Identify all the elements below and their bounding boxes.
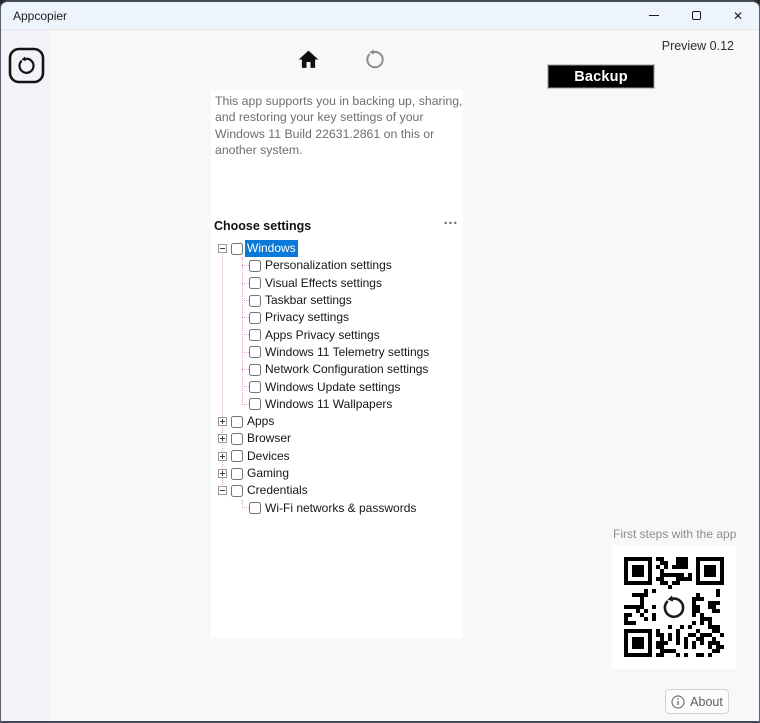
refresh-icon [364, 48, 386, 70]
checkbox[interactable] [231, 450, 243, 462]
settings-menu-button[interactable]: … [443, 211, 459, 228]
home-button[interactable] [298, 50, 320, 70]
tree-node-label: Wi-Fi networks & passwords [265, 500, 417, 515]
tree-node[interactable] [211, 361, 463, 378]
collapse-icon[interactable] [218, 244, 227, 253]
qr-caption: First steps with the app [613, 527, 737, 541]
checkbox[interactable] [249, 329, 261, 341]
tree-node[interactable] [211, 240, 463, 257]
tree-node-label: Apps Privacy settings [265, 327, 380, 342]
choose-settings-title: Choose settings [214, 219, 312, 233]
checkbox[interactable] [231, 433, 243, 445]
tree-node-label: Gaming [247, 466, 290, 480]
tree-node-label: Windows [247, 241, 296, 256]
tree-node-label: Privacy settings [265, 310, 350, 325]
checkbox[interactable] [231, 243, 243, 255]
tree-node[interactable] [211, 344, 463, 361]
tree-node[interactable] [211, 396, 463, 413]
maximize-button[interactable] [675, 2, 717, 29]
tree-node[interactable] [211, 292, 463, 309]
tree-node-label: Taskbar settings [265, 293, 352, 308]
backup-button-label: Backup [574, 68, 628, 85]
tree-node-label: Personalization settings [265, 258, 392, 273]
tree-node-label: Devices [247, 448, 290, 463]
settings-tree [211, 240, 463, 517]
backup-button[interactable] [548, 65, 654, 88]
qr-code [612, 545, 736, 669]
qr-center-logo-icon [656, 589, 692, 625]
checkbox[interactable] [249, 260, 261, 272]
tree-node[interactable] [211, 413, 463, 430]
tree-node[interactable] [211, 482, 463, 499]
expand-icon[interactable] [218, 434, 227, 443]
expand-icon[interactable] [218, 452, 227, 461]
tree-node[interactable] [211, 309, 463, 326]
tree-node[interactable] [211, 430, 463, 447]
minimize-icon [649, 15, 659, 16]
collapse-icon[interactable] [218, 486, 227, 495]
window-controls [633, 2, 759, 29]
tree-node-label: Credentials [247, 483, 308, 498]
tree-node-label: Apps [247, 414, 275, 429]
checkbox[interactable] [249, 364, 261, 376]
tree-node-label: Windows 11 Wallpapers [265, 396, 393, 411]
main-panel [211, 90, 463, 638]
tree-node[interactable] [211, 499, 463, 516]
tree-node[interactable] [211, 257, 463, 274]
expand-icon[interactable] [218, 469, 227, 478]
checkbox[interactable] [249, 346, 261, 358]
tree-node-label: Windows Update settings [265, 379, 401, 394]
about-button[interactable] [665, 689, 729, 714]
checkbox[interactable] [231, 416, 243, 428]
checkbox[interactable] [231, 468, 243, 480]
window-title: Appcopier [13, 8, 68, 23]
tree-node[interactable] [211, 448, 463, 465]
tree-node-label: Browser [247, 431, 292, 446]
tree-node[interactable] [211, 326, 463, 343]
tree-node-label: Network Configuration settings [265, 362, 429, 377]
checkbox[interactable] [249, 398, 261, 410]
maximize-icon [692, 11, 701, 20]
version-label: Preview 0.12 [661, 39, 734, 53]
minimize-button[interactable] [633, 2, 675, 29]
checkbox[interactable] [249, 277, 261, 289]
tree-node[interactable] [211, 465, 463, 482]
checkbox[interactable] [249, 295, 261, 307]
checkbox[interactable] [249, 502, 261, 514]
refresh-button[interactable] [364, 48, 386, 70]
close-button[interactable] [717, 2, 759, 29]
home-icon [298, 50, 319, 69]
checkbox[interactable] [249, 381, 261, 393]
expand-icon[interactable] [218, 417, 227, 426]
checkbox[interactable] [231, 485, 243, 497]
sidebar [1, 30, 51, 721]
tree-node-label: Windows 11 Telemetry settings [265, 344, 430, 359]
close-icon: ✕ [732, 8, 744, 23]
tree-node[interactable] [211, 378, 463, 395]
about-button-label: About [690, 694, 723, 709]
app-description: This app supports you in backing up, sharing, and restoring your key settings of your Windows 11 Build 22631.2861 on this or another system. [215, 94, 463, 158]
checkbox[interactable] [249, 312, 261, 324]
titlebar [1, 2, 759, 30]
info-icon [671, 695, 685, 709]
tree-node-label: Visual Effects settings [265, 275, 382, 290]
tree-node[interactable] [211, 275, 463, 292]
app-logo-icon [8, 47, 45, 84]
